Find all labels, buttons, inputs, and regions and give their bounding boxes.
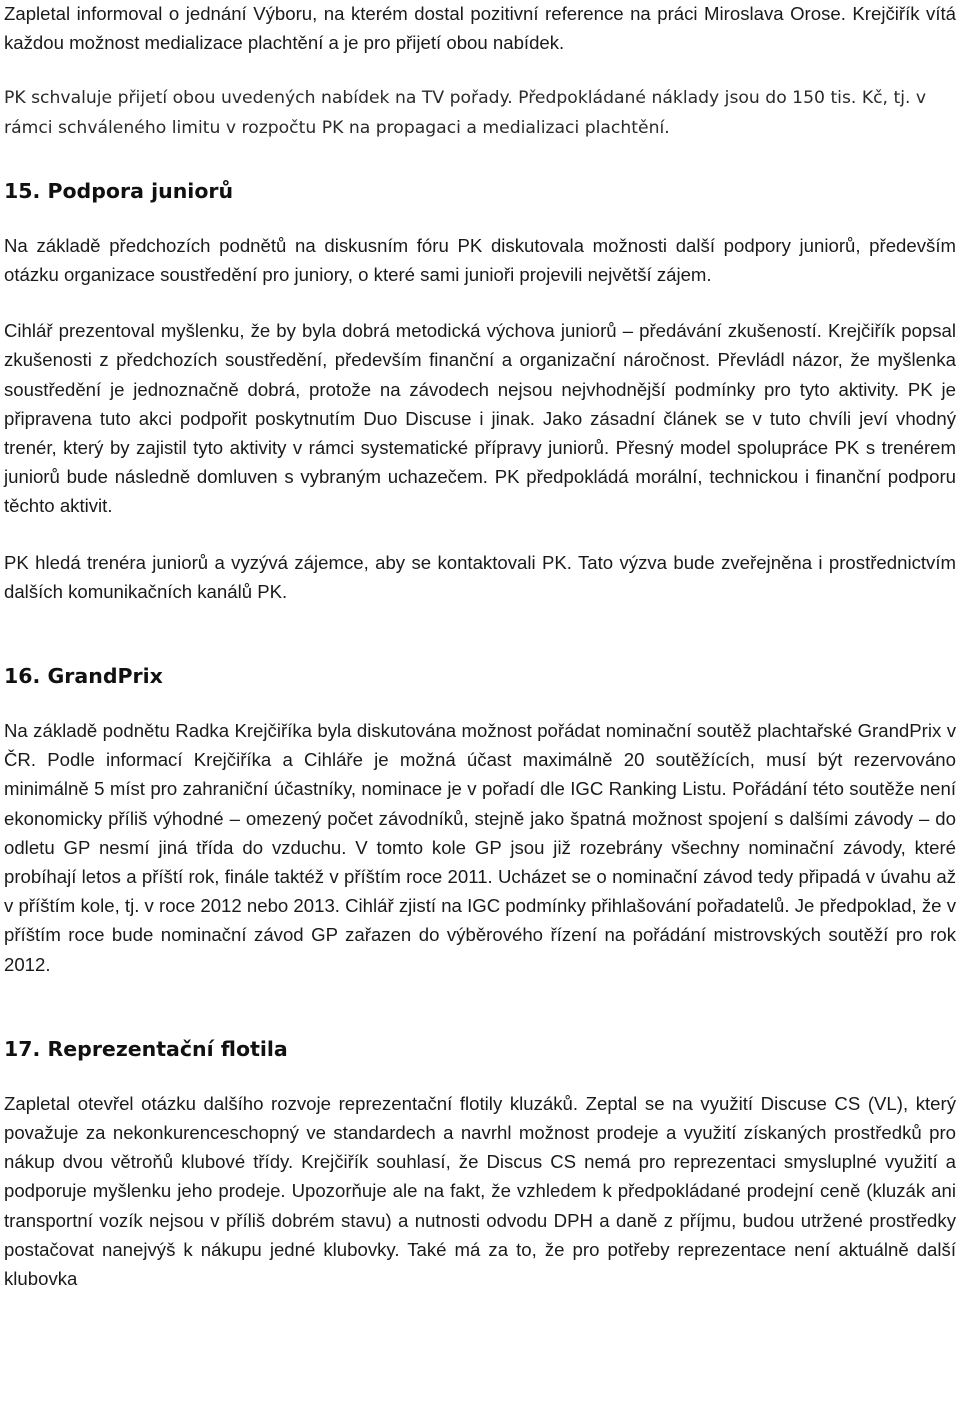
section-heading: 15. Podpora juniorů <box>4 178 234 203</box>
section-heading: 17. Reprezentační flotila <box>4 1036 288 1061</box>
section-paragraph: PK hledá trenéra juniorů a vyzývá zájemce, aby se kontaktovali PK. Tato výzva bude zveřejněna i prostřednictvím dalších komunikačních kanálů PK. <box>4 551 956 602</box>
spacer <box>4 979 956 1037</box>
intro-paragraph: PK schvaluje přijetí obou uvedených nabídek na TV pořady. Předpokládané náklady jsou do 150 tis. Kč, tj. v rámci schváleného limitu v rozpočtu PK na propagaci a medializaci plachtění. <box>4 88 927 138</box>
spacer <box>4 606 956 664</box>
spacer <box>4 143 956 179</box>
spacer <box>4 57 956 84</box>
section-paragraph: Cihlář prezentoval myšlenku, že by byla dobrá metodická výchova juniorů – předávání zkušeností. Krejčiřík popsal zkušenosti z předchozích soustředění, především finanční a organizační náročnost. Převládl názor, že myšlenka soustředění je jednoznačně dobrá, protože na závodech nejsou nejvhodnější podmínky pro tyto aktivity. PK je připravena tuto akci podpořit poskytnutím Duo Discuse i jinak. Jako zásadní článek se v tuto chvíli jeví vhodný trenér, který by zajistil tyto aktivity v rámci systematické přípravy juniorů. Přesný model spolupráce PK s trenérem juniorů bude následně domluven s vybraným uchazečem. PK předpokládá morální, technickou i finanční podporu těchto aktivit. <box>4 320 956 517</box>
section-paragraph: Zapletal otevřel otázku dalšího rozvoje reprezentační flotily kluzáků. Zeptal se na využití Discuse CS (VL), který považuje za nekonkurenceschopný ve standardech a navrhl možnost prodeje a využití získaných prostředků pro nákup dvou větroňů klubové třídy. Krejčiřík souhlasí, že Discus CS nemá pro reprezentaci smysluplné využití a podporuje myšlenku jeho prodeje. Upozorňuje ale na fakt, že vzhledem k předpokládané prodejní ceně (kluzák ani transportní vozík nejsou v příliš dobrém stavu) a nutnosti odvodu DPH a daně z příjmu, budou utržené prostředky postačovat nanejvýš k nákupu jedné klubovky. Také má za to, že pro potřeby reprezentace není aktuálně další klubovka <box>4 1092 956 1290</box>
section-paragraph: Na základě předchozích podnětů na diskusním fóru PK diskutovala možnosti další podpory juniorů, především otázku organizace soustředění pro juniory, o které sami junioři projevili největší zájem. <box>4 234 956 286</box>
spacer <box>4 521 956 548</box>
spacer <box>4 1061 956 1089</box>
intro-paragraph: Zapletal informoval o jednání Výboru, na kterém dostal pozitivní reference na práci Miroslava Orose. Krejčiřík vítá každou možnost medializace plachtění a je pro přijetí obou nabídek. <box>4 3 956 54</box>
spacer <box>4 289 956 316</box>
spacer <box>4 203 956 231</box>
document-page <box>4 0 956 1293</box>
section-paragraph: Na základě podnětu Radka Krejčiříka byla diskutována možnost pořádat nominační soutěž plachtařské GrandPrix v ČR. Podle informací Krejčiříka a Cihláře je možná účast maximálně 20 soutěžících, musí být rezervováno minimálně 5 míst pro zahraniční účastníky, nominace je v pořadí dle IGC Ranking Listu. Pořádání této soutěže není ekonomicky příliš výhodné – omezený počet závodníků, stejně jako špatná možnost spojení s dalšími závody – do odletu GP nesmí jiná třída do vzduchu. V tomto kole GP jsou již rozebrány všechny nominační závody, které probíhají letos a příští rok, finále taktéž v příštím roce 2011. Ucházet se o nominační závod tedy připadá v úvahu až v příštím kole, tj. v roce 2012 nebo 2013. Cihlář zjistí na IGC podmínky přihlašování pořadatelů. Je předpoklad, že v příštím roce bude nominační závod GP zařazen do výběrového řízení na pořádání mistrovských soutěží pro rok 2012. <box>4 720 956 975</box>
spacer <box>4 688 956 716</box>
section-heading: 16. GrandPrix <box>4 664 163 689</box>
